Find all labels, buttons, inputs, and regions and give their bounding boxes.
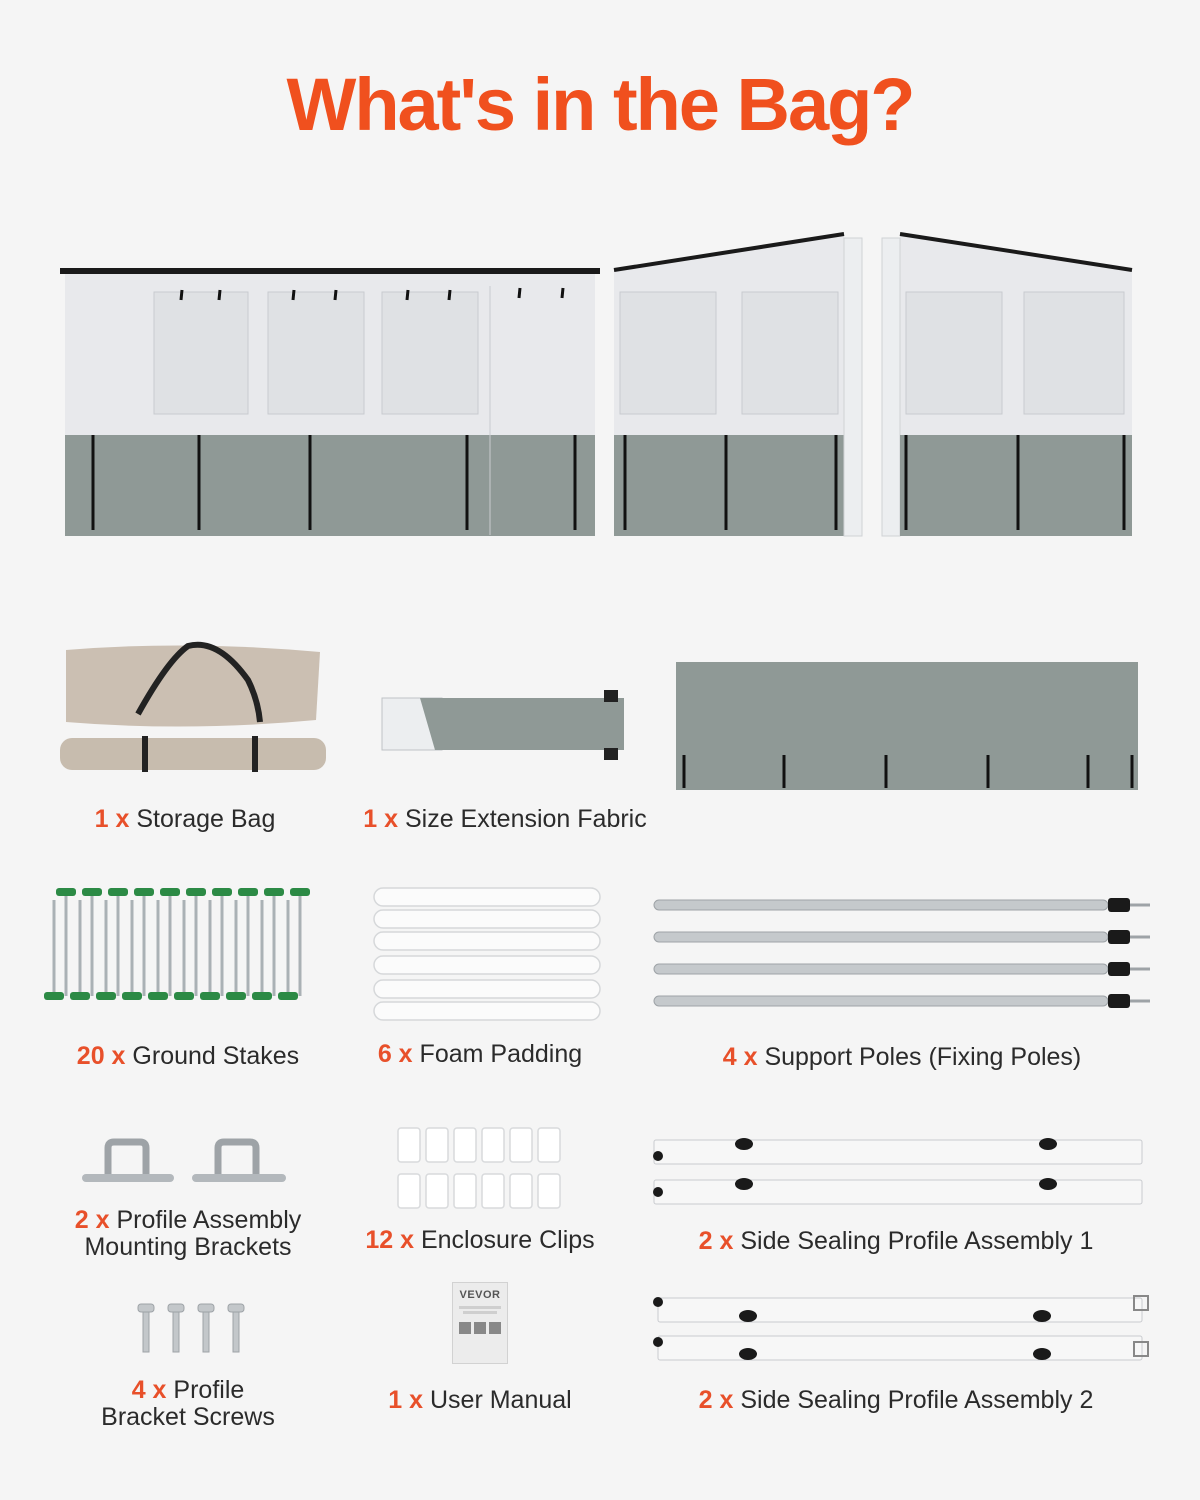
enclosure-clips-image (396, 1126, 562, 1212)
item-label-size-extension-fabric: 1 x Size Extension Fabric (363, 805, 647, 833)
item-label-foam-padding: 6 x Foam Padding (377, 1040, 583, 1068)
bracket-screws-image (134, 1300, 254, 1356)
item-label-user-manual: 1 x User Manual (388, 1386, 572, 1414)
storage-bag-image (58, 640, 330, 775)
side-sealing-profile-2-image (644, 1290, 1158, 1366)
manual-brand-logo: VEVOR (459, 1289, 501, 1301)
item-label-side-sealing-profile-1: 2 x Side Sealing Profile Assembly 1 (698, 1227, 1094, 1255)
side-sealing-profile-1-image (640, 1134, 1156, 1210)
item-label-support-poles: 4 x Support Poles (Fixing Poles) (722, 1043, 1082, 1071)
support-poles-image (648, 890, 1154, 1020)
item-label-enclosure-clips: 12 x Enclosure Clips (365, 1226, 595, 1254)
item-label-side-sealing-profile-2: 2 x Side Sealing Profile Assembly 2 (698, 1386, 1094, 1414)
enclosure-walls-illustration (58, 230, 1144, 542)
page-title: What's in the Bag? (286, 63, 914, 146)
foam-padding-image (372, 886, 602, 1022)
mounting-brackets-image (80, 1134, 290, 1190)
item-label-ground-stakes: 20 x Ground Stakes (76, 1042, 300, 1070)
size-extension-fabric-image (380, 690, 624, 760)
item-label-storage-bag: 1 x Storage Bag (94, 805, 276, 833)
ground-stakes-image (44, 886, 324, 1006)
extension-fabric-panel-image (676, 660, 1138, 794)
item-label-mounting-brackets: 2 x Profile Assembly Mounting Brackets (74, 1206, 302, 1261)
user-manual-image (452, 1282, 508, 1364)
item-label-bracket-screws: 4 x Profile Bracket Screws (101, 1376, 275, 1431)
